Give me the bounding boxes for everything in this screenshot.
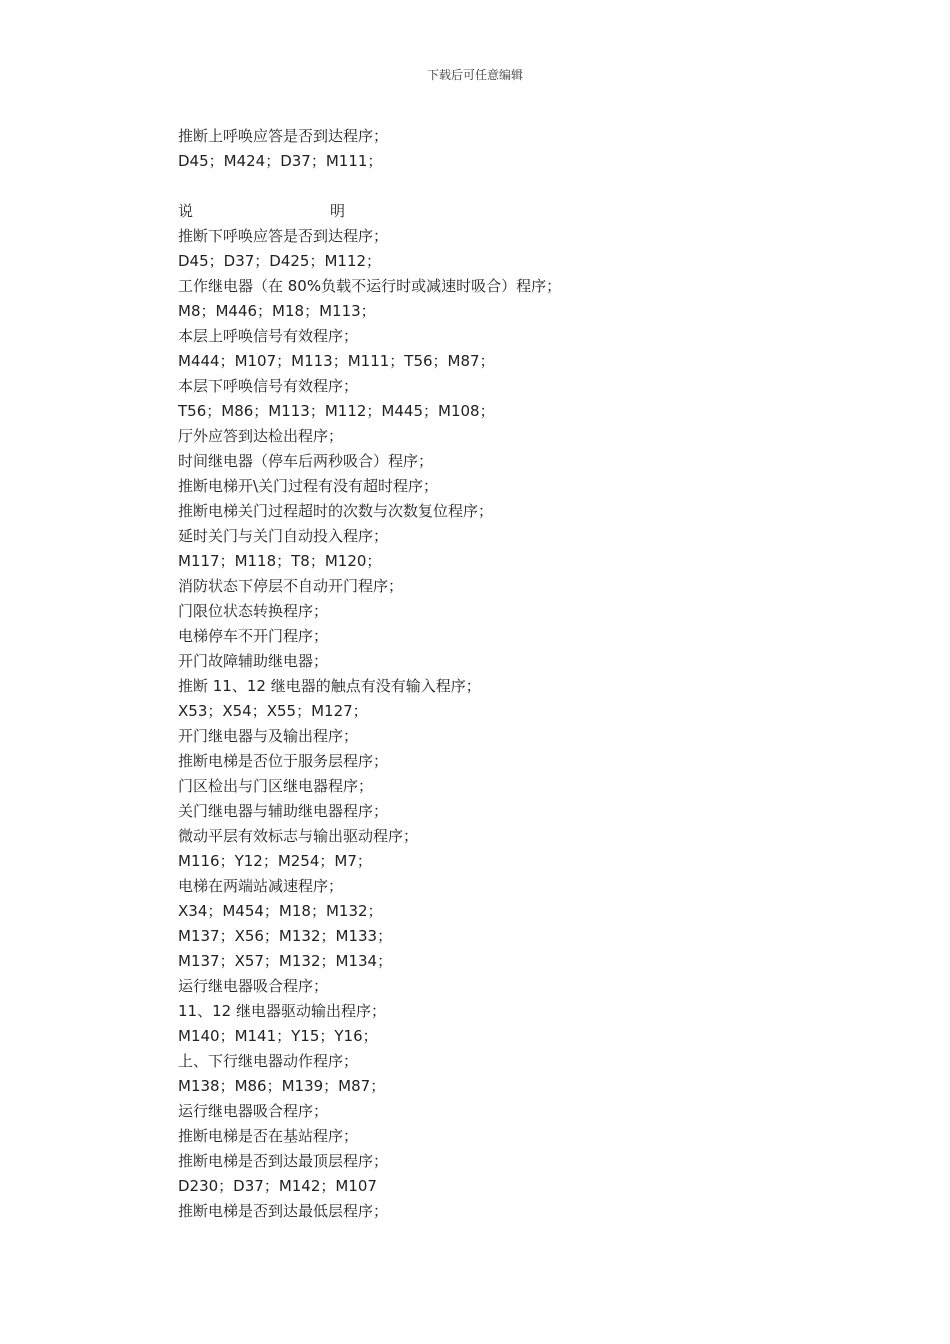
- text-line: 运行继电器吸合程序；: [178, 977, 329, 995]
- heading-right: 明: [330, 202, 346, 220]
- text-line: D45；M424；D37；M111；: [178, 152, 383, 170]
- text-line: 推断 11、12 继电器的触点有没有输入程序；: [178, 677, 481, 695]
- text-line: 开门故障辅助继电器；: [178, 652, 329, 670]
- text-line: 推断电梯是否位于服务层程序；: [178, 752, 389, 770]
- text-line: M140；M141；Y15；Y16；: [178, 1027, 378, 1045]
- text-line: X34；M454；M18；M132；: [178, 902, 383, 920]
- text-line: 门限位状态转换程序；: [178, 602, 329, 620]
- text-line: D230；D37；M142；M107: [178, 1177, 377, 1195]
- text-line: 关门继电器与辅助继电器程序；: [178, 802, 389, 820]
- text-line: 本层下呼唤信号有效程序；: [178, 377, 359, 395]
- text-line: 电梯在两端站减速程序；: [178, 877, 344, 895]
- text-line: 工作继电器（在 80%负载不运行时或减速时吸合）程序；: [178, 277, 562, 295]
- text-line: 运行继电器吸合程序；: [178, 1102, 329, 1120]
- text-line: 时间继电器（停车后两秒吸合）程序；: [178, 452, 434, 470]
- text-line: T56；M86；M113；M112；M445；M108；: [178, 402, 495, 420]
- text-line: 电梯停车不开门程序；: [178, 627, 329, 645]
- text-line: D45；D37；D425；M112；: [178, 252, 382, 270]
- text-line: 厅外应答到达检出程序；: [178, 427, 344, 445]
- text-line: 推断上呼唤应答是否到达程序；: [178, 127, 389, 145]
- section-heading: [178, 198, 878, 224]
- text-line: 推断下呼唤应答是否到达程序；: [178, 227, 389, 245]
- text-line: 11、12 继电器驱动输出程序；: [178, 1002, 386, 1020]
- text-line: 门区检出与门区继电器程序；: [178, 777, 374, 795]
- document-body: [178, 124, 878, 1224]
- text-line: 本层上呼唤信号有效程序；: [178, 327, 359, 345]
- text-line: 消防状态下停层不自动开门程序；: [178, 577, 404, 595]
- heading-left: 说: [178, 202, 194, 220]
- page-header: 下载后可任意编辑: [426, 68, 523, 82]
- text-line: M8；M446；M18；M113；: [178, 302, 376, 320]
- text-line: M138；M86；M139；M87；: [178, 1077, 386, 1095]
- blank-line: [178, 174, 878, 198]
- text-line: 推断电梯开\关门过程有没有超时程序；: [178, 477, 439, 495]
- text-line: 推断电梯是否到达最低层程序；: [178, 1202, 389, 1220]
- text-line: X53；X54；X55；M127；: [178, 702, 368, 720]
- text-line: 推断电梯是否到达最顶层程序；: [178, 1152, 389, 1170]
- text-line: 延时关门与关门自动投入程序；: [178, 527, 389, 545]
- text-line: M116；Y12；M254；M7；: [178, 852, 372, 870]
- text-line: M137；X56；M132；M133；: [178, 927, 393, 945]
- text-line: 上、下行继电器动作程序；: [178, 1052, 359, 1070]
- text-line: 推断电梯关门过程超时的次数与次数复位程序；: [178, 502, 494, 520]
- text-line: 推断电梯是否在基站程序；: [178, 1127, 359, 1145]
- text-line: 开门继电器与及输出程序；: [178, 727, 359, 745]
- text-line: 微动平层有效标志与输出驱动程序；: [178, 827, 419, 845]
- text-line: M137；X57；M132；M134；: [178, 952, 393, 970]
- text-line: M117；M118；T8；M120；: [178, 552, 382, 570]
- text-line: M444；M107；M113；M111；T56；M87；: [178, 352, 495, 370]
